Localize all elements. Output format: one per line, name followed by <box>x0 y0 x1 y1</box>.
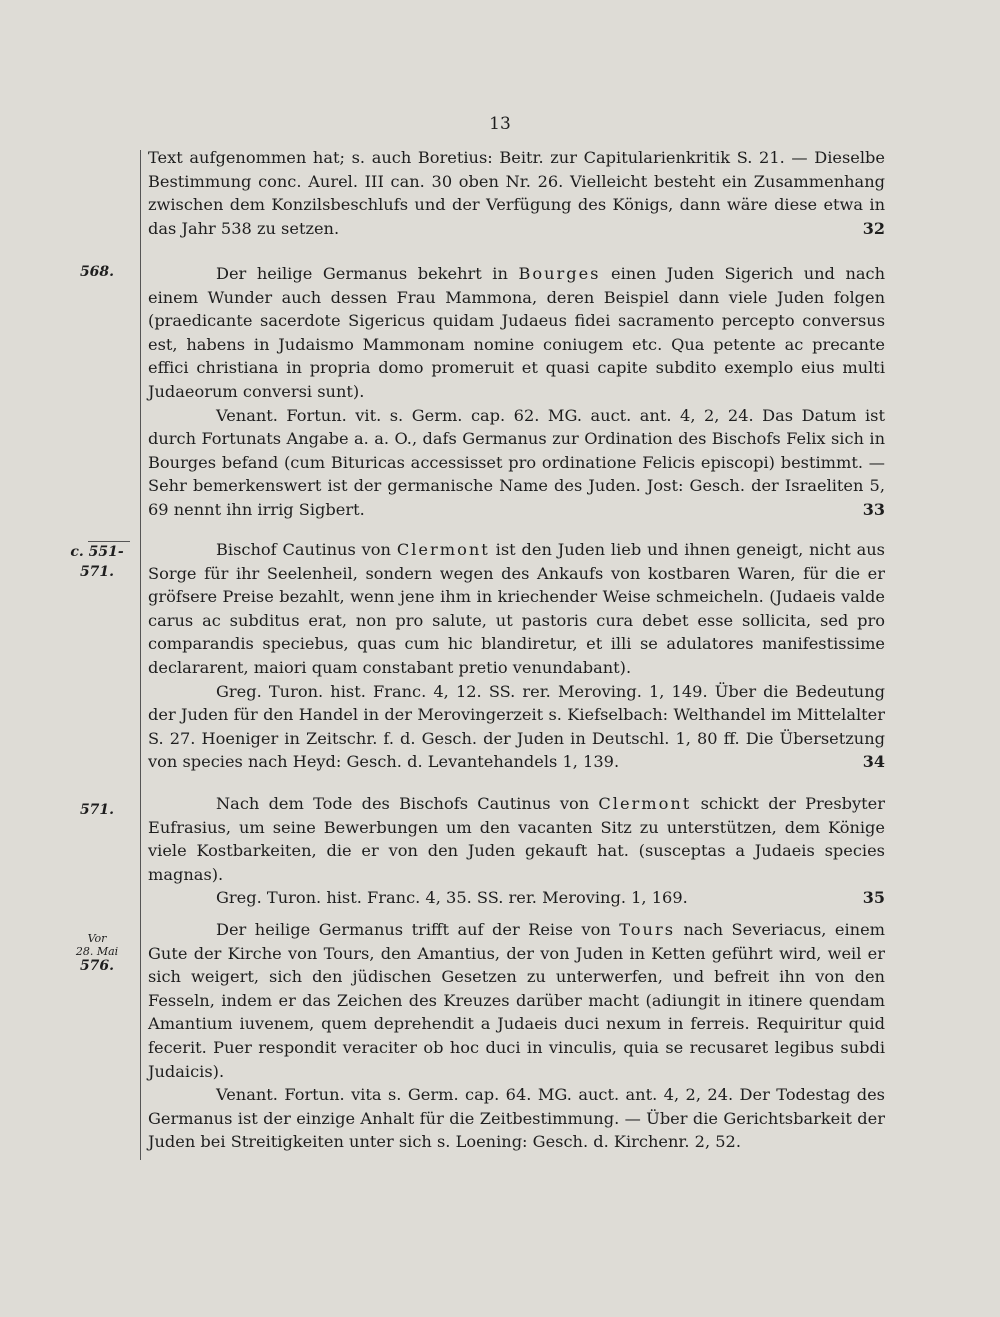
entry-33-main: Der heilige Germanus bekehrt in Bourges einen Juden Sigerich und nach einem Wunder auch dessen Frau Mammona, deren Beispiel dann viele Juden folgen (praedicante sacerdote Sigericus quidam Judaeus fidei sacramento percepto conversus est, habens in Judaismo Mammonam nomine coniugem etc. Qua petente ac precante effici christiana in propria domo promeruit et quasi capite subdito exemplo eius multi Judaeorum conversi sunt). <box>148 264 886 401</box>
margin-date-568: 568. <box>79 264 115 280</box>
place-clermont: Clermont <box>598 794 692 813</box>
margin-date-line: 576. <box>79 958 115 974</box>
margin-date-551-571 <box>58 542 136 582</box>
entry-34 <box>148 538 885 774</box>
place-tours: Tours <box>619 920 676 939</box>
text-column-rule <box>140 150 141 1160</box>
margin-date-line: 28. Mai <box>75 945 119 958</box>
margin-date-576 <box>58 932 136 974</box>
entry-35-number: 35 <box>862 888 885 908</box>
entry-33-number: 33 <box>862 499 885 519</box>
entry-36 <box>148 918 885 1154</box>
place-severiacus: Severiacus <box>731 920 822 939</box>
entry-33 <box>148 262 885 522</box>
entry-34-number: 34 <box>862 752 885 772</box>
margin-date-line: 571. <box>79 564 115 580</box>
page-number: 13 <box>489 114 511 134</box>
place-clermont: Clermont <box>396 540 490 559</box>
entry-35 <box>148 792 885 910</box>
entry-35-source: Greg. Turon. hist. Franc. 4, 35. SS. rer. Meroving. 1, 169. <box>216 888 688 908</box>
entry-33-source: Venant. Fortun. vit. s. Germ. cap. 62. MG. auct. ant. 4, 2, 24. Das Datum ist durch Fortunats Angabe a. a. O., dafs Germanus zur Ordination des Bischofs Felix sich in Bourges befand (cum Bituricas accessisset pro ordinatione Felicis episcopi) bestimmt. — Sehr bemerkenswert ist der germanische Name des Juden. Jost: Gesch. der Israeliten 5, 69 nennt ihn irrig Sigbert. <box>148 405 885 519</box>
entry-35-main: Nach dem Tode des Bischofs Cautinus von Clermont schickt der Presbyter Eufrasius, um seine Bewerbungen um den vacanten Sitz zu unterstützen, dem Könige viele Kostbarkeiten, die er von den Juden gekauft hat. (susceptas a Judaeis species magnas). <box>148 794 885 884</box>
entry-32-number: 32 <box>862 218 885 238</box>
entry-36-main: Der heilige Germanus trifft auf der Reise von Tours nach Severiacus, einem Gute der Kirche von Tours, den Amantius, der von Juden in Ketten geführt wird, weil er sich weigert, sich den jüdischen Gesetzen zu unterwerfen, und befreit ihn von den Fesseln, indem er das Zeichen des Kreuzes darüber macht (adiungit in itinere quendam Amantium iuvenem, quem deprehendit a Judaeis duci nexum in ferreis. Requiritur quid fecerit. Puer respondit veraciter ob hoc duci in vinculis, quia se recusaret legibus subdi Judaicis). <box>148 920 886 1081</box>
entry-32-text: Text aufgenommen hat; s. auch Boretius: Beitr. zur Capitularienkritik S. 21. — Dieselbe Bestimmung conc. Aurel. III can. 30 oben Nr. 26. Vielleicht besteht ein Zusammenhang zwischen dem Konzilsbeschlufs und der Verfügung des Königs, dann wäre diese etwa in das Jahr 538 zu setzen. <box>148 148 885 238</box>
entry-34-source: Greg. Turon. hist. Franc. 4, 12. SS. rer. Meroving. 1, 149. Über die Bedeutung der Juden für den Handel in der Merovingerzeit s. Kiefselbach: Welthandel im Mittelalter S. 27. Hoeniger in Zeitschr. f. d. Gesch. der Juden in Deutschl. 1, 80 ff. Die Übersetzung von species nach Heyd: Gesch. d. Levantehandels 1, 139. <box>148 681 885 772</box>
margin-date-line: c. 551- <box>70 544 124 560</box>
place-bourges: Bourges <box>518 264 601 283</box>
entry-36-source: Venant. Fortun. vita s. Germ. cap. 64. MG. auct. ant. 4, 2, 24. Der Todestag des Germanus ist der einzige Anhalt für die Zeitbestimmung. — Über die Gerichtsbarkeit der Juden bei Streitigkeiten unter sich s. Loening: Gesch. d. Kirchenr. 2, 52. <box>148 1085 885 1152</box>
entry-32 <box>148 146 885 240</box>
margin-date-571: 571. <box>79 802 115 818</box>
entry-34-main: Bischof Cautinus von Clermont ist den Juden lieb und ihnen geneigt, nicht aus Sorge für ihr Seelenheil, sondern wegen des Ankaufs von kostbaren Waren, für die er gröfsere Preise bezahlt, wenn jene ihm in kriechender Weise schmeicheln. (Judaeis valde carus ac subditus erat, non pro salute, ut pastoris cura debet esse sollicita, sed pro comparandis speciebus, quas cum hic blandiretur, et illi se adulatores manifestissime declararent, maiori quam constabant pretio venundabant). <box>148 540 885 677</box>
margin-date-line: Vor <box>87 932 107 945</box>
